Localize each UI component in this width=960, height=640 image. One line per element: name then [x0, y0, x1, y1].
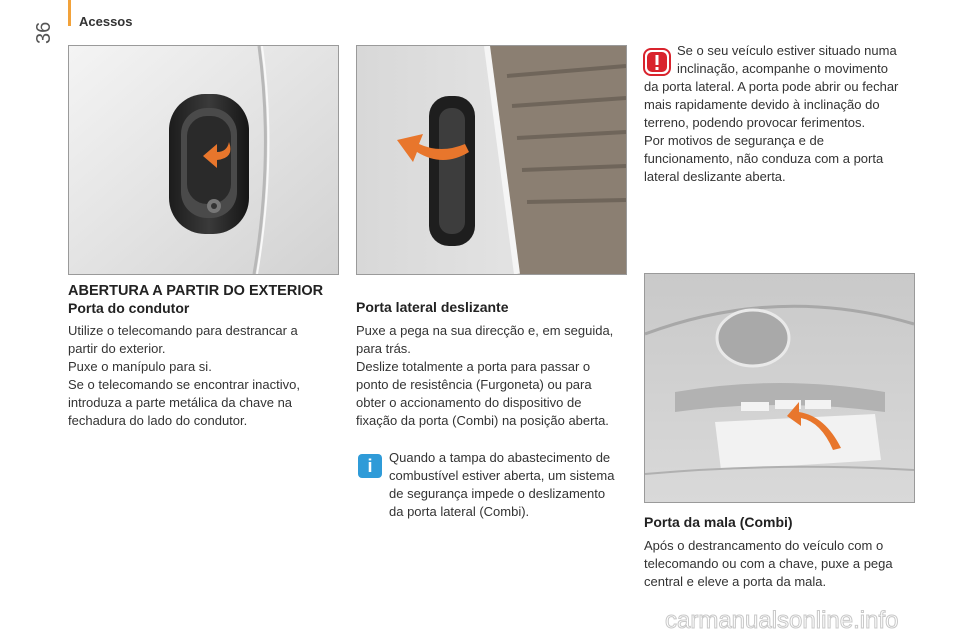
warning-text-indented	[677, 42, 917, 78]
section-title: Acessos	[79, 14, 133, 29]
sliding-door-text	[356, 322, 636, 430]
info-icon: i	[358, 454, 382, 478]
sliding-door-handle-photo	[356, 45, 627, 275]
section-accent-bar	[68, 0, 71, 26]
text-line: fixação da porta (Combi) na posição aberta.	[356, 413, 609, 428]
orange-arrow-icon	[785, 392, 845, 452]
driver-door-heading: Porta do condutor	[68, 300, 190, 316]
text-line: central e eleve a porta da mala.	[644, 574, 827, 589]
text-line: combustível estiver aberta, um sistema	[389, 468, 615, 483]
text-line: Utilize o telecomando para destrancar a	[68, 323, 298, 338]
text-line: Puxe a pega na sua direcção e, em seguida,	[356, 323, 614, 338]
text-line: para trás.	[356, 341, 411, 356]
text-line: Se o seu veículo estiver situado numa	[677, 43, 897, 58]
tailgate-photo	[644, 273, 915, 503]
text-line: terreno, podendo provocar ferimentos.	[644, 115, 866, 130]
tailgate-text	[644, 537, 924, 591]
tailgate-heading: Porta da mala (Combi)	[644, 514, 793, 530]
text-line: introduza a parte metálica da chave na	[68, 395, 293, 410]
orange-arrow-icon	[199, 134, 239, 174]
text-line: fechadura do lado do condutor.	[68, 413, 248, 428]
watermark	[660, 604, 950, 634]
text-line: Por motivos de segurança e de	[644, 133, 824, 148]
text-line: mais rapidamente devido à inclinação do	[644, 97, 880, 112]
text-line: Deslize totalmente a porta para passar o	[356, 359, 591, 374]
text-line: partir do exterior.	[68, 341, 166, 356]
text-line: telecomando ou com a chave, puxe a pega	[644, 556, 893, 571]
driver-door-handle-photo	[68, 45, 339, 275]
text-line: Puxe o manípulo para si.	[68, 359, 212, 374]
text-line: Se o telecomando se encontrar inactivo,	[68, 377, 300, 392]
warning-text	[644, 78, 924, 186]
svg-text:carmanualsonline.info: carmanualsonline.info	[665, 607, 899, 634]
orange-arrow-icon	[393, 122, 473, 172]
warning-icon	[643, 48, 671, 76]
section-heading: ABERTURA A PARTIR DO EXTERIOR	[68, 283, 324, 299]
text-line: funcionamento, não conduza com a porta	[644, 151, 884, 166]
text-line: da porta lateral (Combi).	[389, 504, 530, 519]
text-line: da porta lateral. A porta pode abrir ou fechar	[644, 79, 899, 94]
page-number: 36	[33, 21, 55, 44]
driver-door-text	[68, 322, 343, 430]
info-note-text	[389, 449, 639, 521]
text-line: Após o destrancamento do veículo com o	[644, 538, 884, 553]
sliding-door-heading: Porta lateral deslizante	[356, 299, 509, 315]
text-line: inclinação, acompanhe o movimento	[677, 61, 889, 76]
text-line: ponto de resistência (Furgoneta) ou para	[356, 377, 592, 392]
text-line: de segurança impede o deslizamento	[389, 486, 606, 501]
text-line: lateral deslizante aberta.	[644, 169, 786, 184]
text-line: Quando a tampa do abastecimento de	[389, 450, 611, 465]
text-line: obter o accionamento do dispositivo de	[356, 395, 582, 410]
